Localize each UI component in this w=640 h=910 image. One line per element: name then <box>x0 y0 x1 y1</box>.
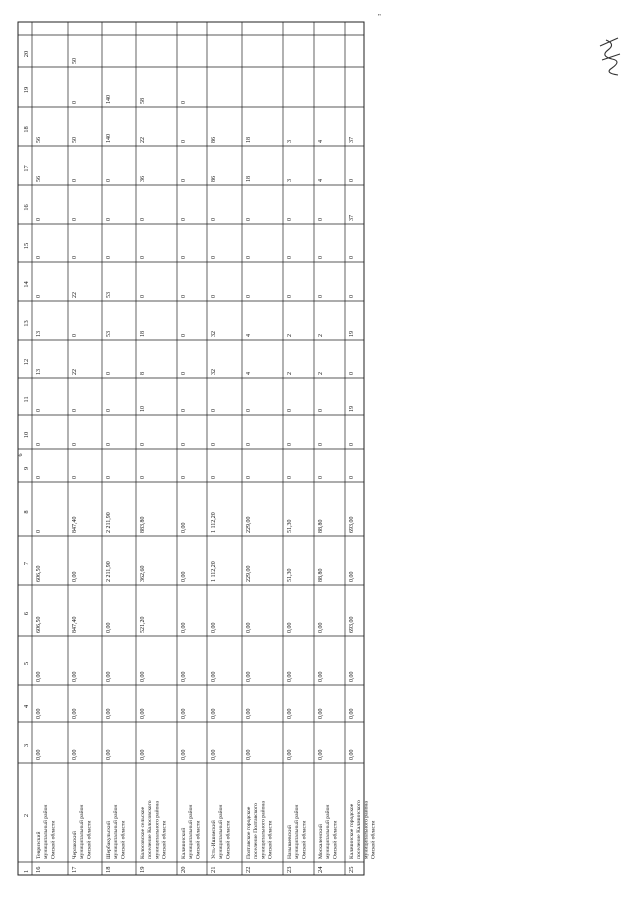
cell-value: 88,80 <box>318 519 324 533</box>
cell-value: 0 <box>349 256 355 259</box>
cell-value: 22 <box>72 369 78 375</box>
row-name-line: муниципальный район <box>113 804 120 859</box>
cell-value: 0 <box>211 256 217 259</box>
cell-value: 0 <box>181 140 187 143</box>
row-name-line: Полтавское городское <box>246 806 252 859</box>
row-name-line: Черлакский <box>72 831 78 859</box>
cell-value: 0 <box>72 443 78 446</box>
header-col-number: 12 <box>23 358 30 366</box>
cell-value: 0 <box>287 409 293 412</box>
row-number: 22 <box>245 866 252 873</box>
row-number: 21 <box>210 866 217 873</box>
cell-value: 0 <box>106 179 112 182</box>
cell-value: 3 <box>287 179 293 182</box>
cell-value: 0 <box>106 256 112 259</box>
row-name-line: Омской области <box>50 820 57 859</box>
cell-value: 0,00 <box>211 671 217 682</box>
cell-value: 10 <box>140 406 146 412</box>
cell-value: 0 <box>349 476 355 479</box>
cell-value: 0 <box>140 256 146 259</box>
cell-value: 0 <box>318 256 324 259</box>
row-name-line: Омской области <box>86 820 93 859</box>
row-number: 24 <box>317 866 324 873</box>
cell-value: 50 <box>72 58 78 64</box>
cell-value: 0 <box>181 409 187 412</box>
cell-value: 0,00 <box>349 749 355 760</box>
cell-value: 32 <box>211 331 217 337</box>
row-name-line: муниципального района <box>154 801 161 859</box>
header-col-number: 3 <box>23 743 30 748</box>
cell-value: 521,20 <box>140 616 146 633</box>
row-name-line: Омской области <box>120 820 127 859</box>
cell-value: 56 <box>36 137 42 143</box>
header-col-number: 14 <box>23 281 30 288</box>
cell-value: 693,00 <box>349 516 355 533</box>
row-name-line: муниципальный район <box>294 804 301 859</box>
cell-value: 0,00 <box>318 708 324 719</box>
cell-value: 2 <box>287 334 293 337</box>
cell-value: 51,30 <box>287 568 293 582</box>
cell-value: 0 <box>106 409 112 412</box>
row-name-line: муниципальный район <box>218 804 225 859</box>
cell-value: 0 <box>106 443 112 446</box>
cell-value: 0 <box>36 256 42 259</box>
header-col-number: 1 <box>23 869 30 874</box>
cell-value: 0 <box>140 295 146 298</box>
cell-value: 0 <box>72 409 78 412</box>
header-col-number: 19 <box>23 86 30 94</box>
cell-value: 0,00 <box>181 671 187 682</box>
cell-value: 86 <box>211 137 217 143</box>
row-name-line: Калачинский <box>181 827 187 859</box>
header-col-number: 2 <box>23 813 30 818</box>
cell-value: 140 <box>106 95 112 104</box>
cell-value: 0,00 <box>181 522 187 533</box>
table-grid <box>18 22 364 875</box>
row-name-line: Тевризский <box>36 831 42 859</box>
cell-value: 0 <box>72 334 78 337</box>
row-name-line: поселение Полтавского <box>253 803 260 859</box>
cell-value: 4 <box>246 372 252 375</box>
cell-value: 0 <box>287 256 293 259</box>
cell-value: 362,60 <box>140 565 146 582</box>
row-name-line: Омской области <box>225 820 232 859</box>
cell-value: 0,00 <box>318 671 324 682</box>
cell-value: 0 <box>181 218 187 221</box>
header-col-number: 4 <box>23 704 30 709</box>
cell-value: 22 <box>72 292 78 298</box>
cell-value: 0,00 <box>211 749 217 760</box>
cell-value: 0 <box>140 443 146 446</box>
cell-value: 0 <box>287 476 293 479</box>
cell-value: 0,00 <box>181 749 187 760</box>
cell-value: 0,00 <box>36 708 42 719</box>
header-col-number: 8 <box>23 510 30 514</box>
cell-value: 0,00 <box>106 671 112 682</box>
cell-value: 1 112,20 <box>211 512 217 533</box>
cell-value: 0 <box>181 295 187 298</box>
cell-value: 2 <box>318 372 324 375</box>
cell-value: 0,00 <box>246 622 252 633</box>
cell-value: 18 <box>140 331 146 337</box>
cell-value: 0 <box>181 476 187 479</box>
header-col-number: 17 <box>23 165 30 172</box>
cell-value: 0 <box>246 256 252 259</box>
row-number: 25 <box>348 866 355 873</box>
row-name-line: муниципального района <box>363 801 370 859</box>
cell-value: 0 <box>36 443 42 446</box>
cell-value: 88,80 <box>318 568 324 582</box>
header-col-number: 18 <box>23 126 30 133</box>
cell-value: 18 <box>246 137 252 143</box>
cell-value: 32 <box>211 369 217 375</box>
row-number: 20 <box>180 866 187 873</box>
row-number: 17 <box>71 866 78 873</box>
cell-value: 0 <box>246 295 252 298</box>
cell-value: 0 <box>287 218 293 221</box>
cell-value: 0 <box>246 218 252 221</box>
header-col-number: 7 <box>23 561 30 566</box>
cell-value: 0 <box>318 218 324 221</box>
cell-value: 0 <box>72 101 78 104</box>
cell-value: 0,00 <box>349 571 355 582</box>
cell-value: 0,00 <box>181 708 187 719</box>
cell-value: 0 <box>211 476 217 479</box>
cell-value: 0,00 <box>140 671 146 682</box>
cell-value: 229,00 <box>246 516 252 533</box>
header-col-number: 10 <box>23 431 30 439</box>
cell-value: 2 211,90 <box>106 512 112 533</box>
row-name-line: Калачинское городское <box>349 803 355 859</box>
cell-value: 0,00 <box>211 622 217 633</box>
cell-value: 37 <box>349 137 355 143</box>
cell-value: 0 <box>36 295 42 298</box>
cell-value: 4 <box>246 334 252 337</box>
cell-value: 0 <box>287 295 293 298</box>
cell-value: 0,00 <box>349 708 355 719</box>
cell-value: 36 <box>140 176 146 182</box>
row-name-line: Омской области <box>195 820 202 859</box>
cell-value: 0,00 <box>349 671 355 682</box>
cell-value: 0 <box>181 334 187 337</box>
cell-value: 0,00 <box>36 749 42 760</box>
cell-value: 0,00 <box>181 571 187 582</box>
cell-value: 0,00 <box>72 571 78 582</box>
cell-value: 0 <box>318 295 324 298</box>
cell-value: 0,00 <box>181 622 187 633</box>
cell-value: 0,00 <box>246 749 252 760</box>
cell-value: 0 <box>72 256 78 259</box>
row-name-line: муниципальный район <box>43 804 50 859</box>
cell-value: 0 <box>181 372 187 375</box>
cell-value: 847,40 <box>72 516 78 533</box>
cell-value: 0 <box>211 443 217 446</box>
row-name-line: Омской области <box>332 820 339 859</box>
cell-value: 8 <box>140 372 146 375</box>
cell-value: 13 <box>36 331 42 337</box>
cell-value: 0 <box>181 256 187 259</box>
cell-value: 0,00 <box>211 708 217 719</box>
cell-value: 13 <box>36 369 42 375</box>
row-number: 18 <box>105 866 112 873</box>
cell-value: 0 <box>246 476 252 479</box>
row-name-line: поселение Калачинского <box>356 800 363 859</box>
cell-value: 0 <box>181 101 187 104</box>
cell-value: 0 <box>318 409 324 412</box>
cell-value: 2 211,90 <box>106 561 112 582</box>
cell-value: 847,40 <box>72 616 78 633</box>
header-col-number: 15 <box>23 242 30 250</box>
cell-value: 4 <box>318 179 324 182</box>
cell-value: 53 <box>106 292 112 298</box>
cell-value: 86 <box>211 176 217 182</box>
cell-value: 0 <box>246 409 252 412</box>
cell-value: 2 <box>287 372 293 375</box>
cell-value: 0,00 <box>287 671 293 682</box>
cell-value: 0 <box>106 476 112 479</box>
cell-value: 229,00 <box>246 565 252 582</box>
cell-value: 0 <box>36 409 42 412</box>
header-col-number: 13 <box>23 320 30 327</box>
cell-value: 0,00 <box>106 622 112 633</box>
row-name-line: Колосовское сельское <box>140 806 146 859</box>
cell-value: 51,30 <box>287 519 293 533</box>
cell-value: 0,00 <box>140 708 146 719</box>
row-name-line: Омской области <box>370 820 377 859</box>
cell-value: 0 <box>211 409 217 412</box>
cell-value: 4 <box>318 140 324 143</box>
cell-value: 693,00 <box>349 616 355 633</box>
cell-value: 0 <box>106 218 112 221</box>
row-name-line: Шербакульский <box>106 821 112 859</box>
cell-value: 0 <box>211 295 217 298</box>
cell-value: 0,00 <box>106 749 112 760</box>
cell-value: 606,50 <box>36 565 42 582</box>
cell-value: 0 <box>140 476 146 479</box>
header-col-number: 9 <box>23 466 30 471</box>
cell-value: 19 <box>349 406 355 412</box>
cell-value: 0,00 <box>246 708 252 719</box>
cell-value: 3 <box>287 140 293 143</box>
cell-value: 0,00 <box>287 708 293 719</box>
cell-value: 0 <box>106 372 112 375</box>
corner-mark: " <box>378 13 381 21</box>
cell-value: 0 <box>349 372 355 375</box>
cell-value: 0,00 <box>72 749 78 760</box>
cell-value: 0 <box>181 179 187 182</box>
cell-value: 0,00 <box>318 749 324 760</box>
row-number: 23 <box>286 866 293 873</box>
cell-value: 0,00 <box>287 749 293 760</box>
row-name-line: Называевский <box>287 825 293 859</box>
row-name-line: муниципальный район <box>325 804 332 859</box>
cell-value: 883,80 <box>140 516 146 533</box>
header-col-number: 6 <box>23 611 30 616</box>
row-name-line: Усть-Ишимский <box>211 820 217 859</box>
cell-value: 19 <box>349 331 355 337</box>
cell-value: 37 <box>349 215 355 221</box>
cell-value: 1 112,20 <box>211 561 217 582</box>
cell-value: 0 <box>287 443 293 446</box>
page-number: 6 <box>18 453 24 457</box>
cell-value: 140 <box>106 134 112 143</box>
row-name-line: Омской области <box>161 820 168 859</box>
cell-value: 0 <box>318 476 324 479</box>
cell-value: 0,00 <box>246 671 252 682</box>
row-name-line: муниципальный район <box>79 804 86 859</box>
header-col-number: 20 <box>23 50 30 58</box>
cell-value: 2 <box>318 334 324 337</box>
row-name-line: муниципального района <box>260 801 267 859</box>
row-number: 16 <box>35 866 42 873</box>
cell-value: 0,00 <box>140 749 146 760</box>
cell-value: 53 <box>106 331 112 337</box>
cell-value: 58 <box>140 98 146 104</box>
cell-value: 0 <box>140 218 146 221</box>
row-name-line: Омской области <box>301 820 308 859</box>
cell-value: 0,00 <box>106 708 112 719</box>
header-col-number: 16 <box>23 204 30 211</box>
cell-value: 0 <box>211 218 217 221</box>
cell-value: 0,00 <box>318 622 324 633</box>
row-name-line: Омской области <box>267 820 274 859</box>
cell-value: 0 <box>181 443 187 446</box>
row-number: 19 <box>139 866 146 873</box>
cell-value: 50 <box>72 137 78 143</box>
cell-value: 0 <box>72 218 78 221</box>
header-col-number: 5 <box>23 661 30 666</box>
cell-value: 0 <box>72 179 78 182</box>
cell-value: 0 <box>349 443 355 446</box>
row-name-line: поселение Колосовского <box>147 800 154 859</box>
cell-value: 0,00 <box>72 671 78 682</box>
signature-scribble <box>600 38 620 75</box>
cell-value: 606,50 <box>36 616 42 633</box>
cell-value: 0,00 <box>36 671 42 682</box>
cell-value: 0 <box>349 295 355 298</box>
cell-value: 56 <box>36 176 42 182</box>
cell-value: 0 <box>318 443 324 446</box>
cell-value: 0 <box>36 218 42 221</box>
cell-value: 0,00 <box>287 622 293 633</box>
header-col-number: 11 <box>23 396 30 403</box>
cell-value: 18 <box>246 176 252 182</box>
cell-value: 0 <box>246 443 252 446</box>
cell-value: 0 <box>349 179 355 182</box>
row-name-line: муниципальный район <box>188 804 195 859</box>
cell-value: 0,00 <box>72 708 78 719</box>
cell-value: 22 <box>140 137 146 143</box>
row-name-line: Москаленский <box>318 824 324 859</box>
cell-value: 0 <box>36 530 42 533</box>
cell-value: 0 <box>72 476 78 479</box>
cell-value: 0 <box>36 476 42 479</box>
